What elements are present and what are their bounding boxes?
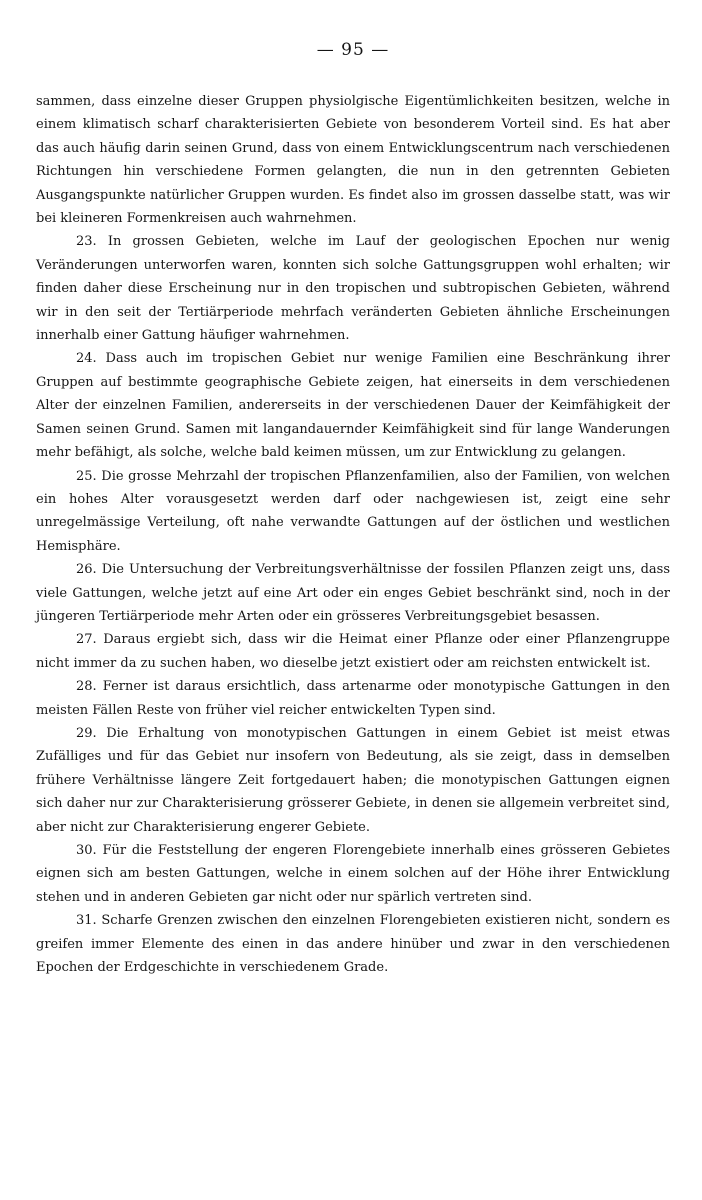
paragraph-30: 30. Für die Feststellung der engeren Florengebiete innerhalb eines grösseren Gebietes eignen sich am besten Gattungen, welche in einem solchen auf der Höhe ihrer Entwicklung stehen und in anderen Gebieten gar nicht oder nur spärlich vertreten sind. bbox=[36, 843, 670, 905]
page-number: — 95 — bbox=[316, 40, 390, 60]
body-text bbox=[36, 90, 670, 979]
paragraph-23: 23. In grossen Gebieten, welche im Lauf der geologischen Epochen nur wenig Veränderungen unterworfen waren, konnten sich solche Gattungsgruppen wohl erhalten; wir finden daher diese Erscheinung nur in den tropischen und subtropischen Gebieten, während wir in den seit der Tertiärperiode mehrfach veränderten Gebieten ähnliche Erscheinungen innerhalb einer Gattung häufiger wahrnehmen. bbox=[36, 234, 670, 344]
paragraph-29: 29. Die Erhaltung von monotypischen Gattungen in einem Gebiet ist meist etwas Zufälliges und für das Gebiet nur insofern von Bedeutung, als sie zeigt, dass in demselben frühere Verhältnisse längere Zeit fortgedauert haben; die monotypischen Gattungen eignen sich daher nur zur Charakterisierung grösserer Gebiete, in denen sie allgemein verbreitet sind, aber nicht zur Charakterisierung engerer Gebiete. bbox=[36, 725, 670, 835]
paragraph-31: 31. Scharfe Grenzen zwischen den einzelnen Florengebieten existieren nicht, sondern es greifen immer Elemente des einen in das andere hinüber und zwar in den verschiedenen Epochen der Erdgeschichte in verschiedenem Grade. bbox=[36, 913, 670, 976]
paragraph-25: 25. Die grosse Mehrzahl der tropischen Pflanzenfamilien, also der Familien, von welchen ein hohes Alter vorausgesetzt werden darf oder nachgewiesen ist, zeigt eine sehr unregelmässige Verteilung, oft nahe verwandte Gattungen auf der östlichen und westlichen Hemisphäre. bbox=[36, 468, 670, 554]
paragraph-27: 27. Daraus ergiebt sich, dass wir die Heimat einer Pflanze oder einer Pflanzengruppe nicht immer da zu suchen haben, wo dieselbe jetzt existiert oder am reichsten entwickelt ist. bbox=[36, 632, 670, 671]
paragraph-28: 28. Ferner ist daraus ersichtlich, dass artenarme oder monotypische Gattungen in den meisten Fällen Reste von früher viel reicher entwickelten Typen sind. bbox=[36, 679, 670, 718]
paragraph-26: 26. Die Untersuchung der Verbreitungsverhältnisse der fossilen Pflanzen zeigt uns, dass viele Gattungen, welche jetzt auf eine Art oder ein enges Gebiet beschränkt sind, noch in der jüngeren Tertiärperiode mehr Arten oder ein grösseres Verbreitungsgebiet besassen. bbox=[36, 562, 670, 624]
paragraph-24: 24. Dass auch im tropischen Gebiet nur wenige Familien eine Beschränkung ihrer Gruppen auf bestimmte geographische Gebiete zeigen, hat einerseits in dem verschiedenen Alter der einzelnen Familien, andererseits in der verschiedenen Dauer der Keimfähigkeit der Samen seinen Grund. Samen mit langandauernder Keimfähigkeit sind für lange Wanderungen mehr befähigt, als solche, welche bald keimen müssen, um zur Entwicklung zu gelangen. bbox=[36, 351, 670, 461]
paragraph-continuation: sammen, dass einzelne dieser Gruppen physiolgische Eigentümlichkeiten besitzen, welche in einem klimatisch scharf charakterisierten Gebiete von besonderem Vorteil sind. Es hat aber das auch häufig darin seinen Grund, dass von einem Entwicklungscentrum nach verschiedenen Richtungen hin verschiedene Formen gelangten, die nun in den getrennten Gebieten Ausgangspunkte natürlicher Gruppen wurden. Es findet also im grossen dasselbe statt, was wir bei kleineren Formenkreisen auch wahrnehmen. bbox=[36, 94, 670, 227]
